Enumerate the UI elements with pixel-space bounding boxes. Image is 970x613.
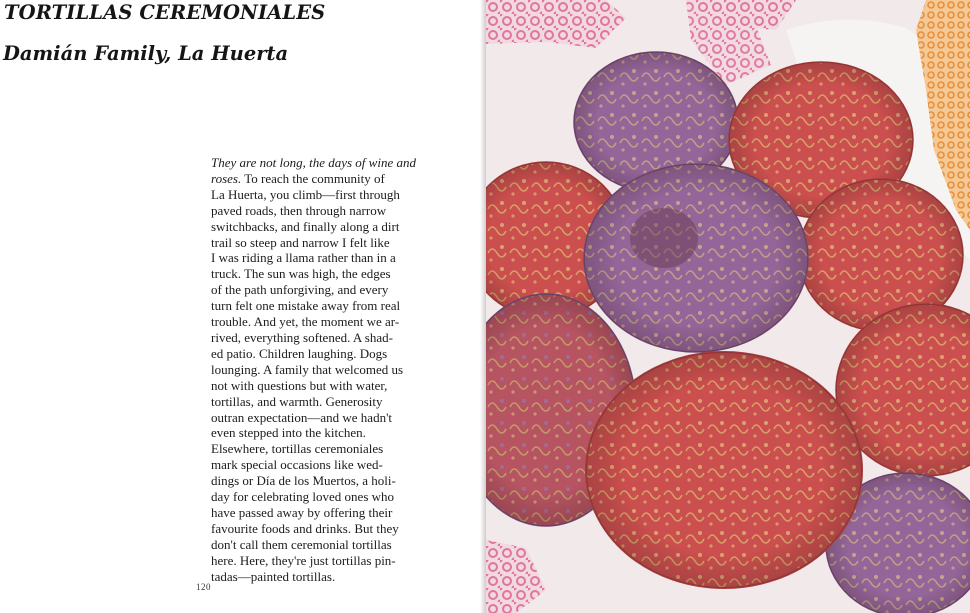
body-line (211, 489, 411, 505)
body-line (211, 203, 411, 219)
body-line-text: don't call them ceremonial tortillas (211, 536, 392, 552)
body-line-text: Elsewhere, tortillas ceremoniales (211, 441, 384, 457)
body-line-text: trail so steep and narrow I felt like (211, 234, 390, 250)
body-line-italic: roses. (211, 170, 242, 186)
body-line-text: have passed away by offering their (211, 504, 393, 520)
body-line-text: tortillas, and warmth. Generosity (211, 393, 383, 409)
body-line (211, 155, 416, 171)
body-line-text: ed patio. Children laughing. Dogs (211, 345, 388, 361)
body-line-text: trouble. And yet, the moment we ar- (211, 314, 400, 330)
body-line (211, 187, 411, 203)
body-line (211, 378, 411, 394)
body-line (211, 473, 411, 489)
body-line (211, 235, 411, 251)
body-line-text: dings or Día de los Muertos, a holi- (211, 473, 396, 489)
painted-tortillas-photo (486, 0, 970, 613)
body-line-text: La Huerta, you climb—first through (211, 186, 400, 202)
body-line (211, 250, 411, 266)
body-line (211, 569, 411, 585)
body-line (211, 521, 411, 537)
body-line-text: To reach the community of (241, 170, 385, 186)
body-line-text: outran expectation—and we hadn't (211, 409, 393, 425)
body-line (211, 394, 411, 410)
body-line-italic: They are not long, the days of wine and (211, 155, 416, 170)
body-line (211, 553, 411, 569)
body-line (211, 505, 411, 521)
body-line (211, 171, 411, 187)
page-number: 120 (196, 582, 211, 592)
body-paragraph (211, 155, 416, 584)
body-line-text: turn felt one mistake away from real (211, 298, 401, 314)
body-line-text: mark special occasions like wed- (211, 457, 383, 473)
body-line (211, 219, 411, 235)
body-line-text: switchbacks, and finally along a dirt (211, 218, 400, 234)
body-line (211, 457, 411, 473)
body-line (211, 425, 411, 441)
body-line-text: of the path unforgiving, and every (211, 282, 389, 298)
body-line (211, 282, 411, 298)
body-line-text: I was riding a llama rather than in a (211, 250, 396, 266)
body-line-text: favourite foods and drinks. But they (211, 520, 399, 536)
photo-page (486, 0, 970, 613)
body-line-text: day for celebrating loved ones who (211, 489, 395, 505)
body-line (211, 330, 411, 346)
body-line (211, 410, 411, 426)
body-line (211, 362, 411, 378)
body-line-text: truck. The sun was high, the edges (211, 266, 391, 282)
page-title: TORTILLAS CEREMONIALES (4, 1, 326, 24)
body-line (211, 314, 411, 330)
body-line-text: tadas—painted tortillas. (211, 568, 336, 584)
body-line (211, 346, 411, 362)
body-line-text: not with questions but with water, (211, 377, 388, 393)
body-line-text: rived, everything softened. A shad- (211, 329, 393, 345)
body-line (211, 441, 411, 457)
body-line (211, 537, 411, 553)
body-line (211, 266, 411, 282)
page-subtitle: Damián Family, La Huerta (3, 42, 289, 65)
body-line-text: lounging. A family that welcomed us (211, 361, 404, 377)
body-line-text: paved roads, then through narrow (211, 202, 387, 218)
body-line-text: even stepped into the kitchen. (211, 425, 366, 441)
body-line-text: here. Here, they're just tortillas pin- (211, 552, 396, 568)
body-line (211, 298, 411, 314)
